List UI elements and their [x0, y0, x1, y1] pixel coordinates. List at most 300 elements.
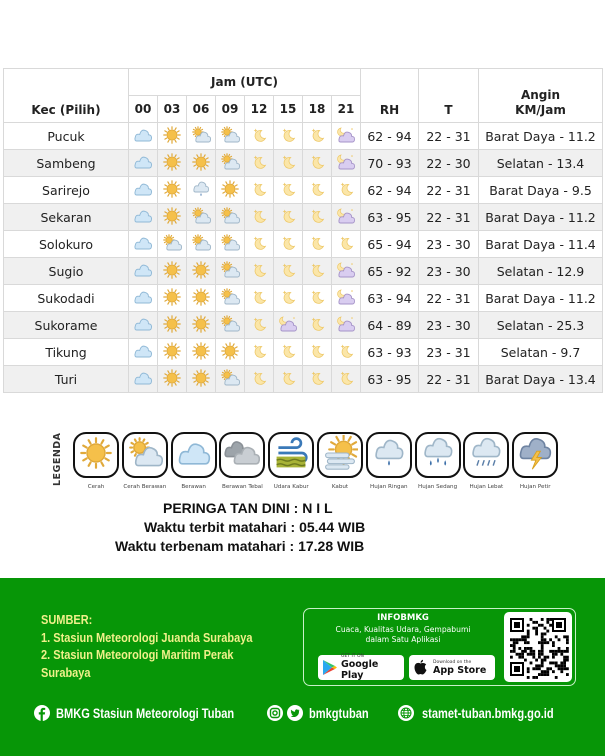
legend-item — [365, 432, 413, 490]
cerah-malam-icon — [249, 233, 269, 256]
facebook-text: BMKG Stasiun Meteorologi Tuban — [56, 705, 235, 721]
weather-cell — [158, 123, 187, 150]
weather-cell — [216, 258, 245, 285]
temp-cell: 22 - 30 — [419, 150, 479, 177]
cerah-malam-icon — [307, 287, 327, 310]
weather-cell — [274, 177, 303, 204]
rh-cell: 63 - 94 — [361, 285, 419, 312]
cerah-icon — [191, 260, 211, 283]
wind-cell: Selatan - 9.7 — [479, 339, 603, 366]
sunrise-label: Waktu terbit matahari — [144, 519, 287, 535]
weather-cell — [332, 204, 361, 231]
sumber-item-1: 1. Stasiun Meteorologi Juanda Surabaya — [41, 630, 253, 645]
cerah-malam-icon — [336, 368, 356, 391]
table-row — [4, 123, 603, 150]
hujan-ringan-icon — [371, 435, 407, 475]
rh-cell: 64 - 89 — [361, 312, 419, 339]
weather-cell — [158, 339, 187, 366]
legend-item — [170, 432, 218, 490]
sumber-item-2: 2. Stasiun Meteorologi Maritim Perak — [41, 648, 234, 662]
separator: : — [293, 500, 299, 516]
weather-cell — [187, 366, 216, 393]
gplay-small: GET IT ON — [340, 654, 364, 659]
weather-cell — [216, 123, 245, 150]
cerah-malam-icon — [307, 260, 327, 283]
cerah-malam-icon — [278, 233, 298, 256]
weather-cell — [303, 204, 332, 231]
cerah-malam-icon — [278, 287, 298, 310]
cerah-malam-icon — [278, 206, 298, 229]
weather-cell — [274, 339, 303, 366]
rh-cell: 65 - 94 — [361, 231, 419, 258]
temp-cell: 23 - 31 — [419, 339, 479, 366]
weather-cell — [187, 123, 216, 150]
header-hour: 09 — [216, 96, 245, 123]
peringatan-value: N I L — [302, 500, 333, 516]
table-row — [4, 366, 603, 393]
rh-cell: 62 - 94 — [361, 123, 419, 150]
legend-label: Berawan Tebal — [222, 484, 263, 490]
weather-cell — [303, 150, 332, 177]
weather-cell — [216, 177, 245, 204]
table-row — [4, 204, 603, 231]
weather-cell — [129, 123, 158, 150]
weather-cell — [216, 339, 245, 366]
legend-title: LEGENDA — [52, 432, 63, 487]
sunset-value: 17.28 WIB — [298, 538, 365, 554]
kecamatan-cell[interactable]: Sarirejo — [4, 177, 129, 204]
weather-cell — [158, 204, 187, 231]
cerah-malam-icon — [278, 125, 298, 148]
wind-cell: Selatan - 25.3 — [479, 312, 603, 339]
legend-icon-box — [73, 432, 119, 478]
berawan-malam-icon — [336, 206, 356, 229]
temp-cell: 22 - 31 — [419, 285, 479, 312]
legend-item — [462, 432, 510, 490]
social-link[interactable] — [267, 705, 382, 721]
separator: : — [289, 538, 295, 554]
cerah-icon — [191, 368, 211, 391]
cerah-malam-icon — [249, 260, 269, 283]
header-hour: 18 — [303, 96, 332, 123]
app-subtitle-1: Cuaca, Kualitas Udara, Gempabumi — [335, 625, 471, 634]
weather-cell — [303, 366, 332, 393]
google-play-icon — [322, 659, 338, 676]
weather-cell — [245, 231, 274, 258]
legend-label: Cerah Berawan — [123, 484, 167, 490]
rh-cell: 65 - 92 — [361, 258, 419, 285]
weather-cell — [303, 258, 332, 285]
weather-cell — [245, 177, 274, 204]
kecamatan-cell[interactable]: Sekaran — [4, 204, 129, 231]
cerah-icon — [162, 260, 182, 283]
wind-cell: Barat Daya - 11.4 — [479, 231, 603, 258]
infobmkg-promo — [303, 608, 576, 686]
weather-cell — [303, 123, 332, 150]
weather-cell — [274, 204, 303, 231]
hujan-petir-icon — [517, 435, 553, 475]
weather-cell — [187, 177, 216, 204]
cerah-berawan-icon — [220, 125, 240, 148]
rh-cell: 63 - 95 — [361, 366, 419, 393]
hujan-lebat-icon — [468, 435, 504, 475]
cerah-berawan-icon — [127, 435, 163, 475]
legend-icon-box — [122, 432, 168, 478]
header-angin — [479, 69, 603, 123]
separator: : — [290, 519, 296, 535]
cerah-icon — [220, 341, 240, 364]
cerah-malam-icon — [336, 341, 356, 364]
legend-icon-box — [219, 432, 265, 478]
legend-label: Berawan — [181, 484, 206, 490]
weather-cell — [129, 366, 158, 393]
berawan-icon — [133, 206, 153, 229]
weather-cell — [245, 339, 274, 366]
wind-cell: Selatan - 12.9 — [479, 258, 603, 285]
kecamatan-cell[interactable]: Turi — [4, 366, 129, 393]
wind-cell: Barat Daya - 11.2 — [479, 123, 603, 150]
app-title: INFOBMKG — [377, 613, 429, 623]
weather-cell — [245, 150, 274, 177]
weather-cell — [274, 285, 303, 312]
cerah-malam-icon — [278, 152, 298, 175]
legend-item — [414, 432, 462, 490]
rh-cell: 63 - 93 — [361, 339, 419, 366]
wind-cell: Barat Daya - 13.4 — [479, 366, 603, 393]
cerah-berawan-icon — [191, 206, 211, 229]
cerah-malam-icon — [278, 179, 298, 202]
weather-cell — [216, 231, 245, 258]
facebook-icon — [34, 705, 50, 721]
berawan-tebal-icon — [224, 435, 260, 475]
peringatan-label: PERINGA TAN DINI — [163, 500, 290, 516]
legend-item — [121, 432, 169, 490]
cerah-malam-icon — [249, 287, 269, 310]
weather-cell — [303, 312, 332, 339]
legend-icon-box — [171, 432, 217, 478]
berawan-malam-icon — [278, 314, 298, 337]
legend-icon-box — [463, 432, 509, 478]
twitter-icon — [287, 705, 303, 721]
kecamatan-cell[interactable]: Pucuk — [4, 123, 129, 150]
app-subtitle — [304, 625, 502, 644]
berawan-icon — [133, 341, 153, 364]
google-play-button[interactable] — [318, 655, 404, 680]
kecamatan-cell[interactable]: Sugio — [4, 258, 129, 285]
weather-cell — [187, 204, 216, 231]
kecamatan-cell[interactable]: Sukodadi — [4, 285, 129, 312]
temp-cell: 23 - 30 — [419, 258, 479, 285]
cerah-malam-icon — [307, 314, 327, 337]
cerah-berawan-icon — [220, 233, 240, 256]
appstore-big: App Store — [433, 664, 487, 676]
legend-item — [316, 432, 364, 490]
berawan-icon — [133, 314, 153, 337]
table-row — [4, 150, 603, 177]
cerah-berawan-icon — [162, 233, 182, 256]
facebook-link[interactable] — [34, 705, 273, 721]
legend-label: Hujan Petir — [519, 484, 551, 490]
weather-cell — [332, 177, 361, 204]
legend-item — [511, 432, 559, 490]
cerah-malam-icon — [249, 125, 269, 148]
sunrise — [144, 518, 365, 538]
weather-cell — [245, 123, 274, 150]
header-hour: 06 — [187, 96, 216, 123]
cerah-malam-icon — [249, 368, 269, 391]
weather-cell — [245, 366, 274, 393]
weather-cell — [129, 150, 158, 177]
social-handle: bmkgtuban — [309, 705, 369, 721]
website-text: stamet-tuban.bmkg.go.id — [422, 705, 554, 721]
cerah-malam-icon — [249, 179, 269, 202]
cerah-malam-icon — [307, 233, 327, 256]
kecamatan-cell[interactable]: Tikung — [4, 339, 129, 366]
header-t: T — [419, 69, 479, 123]
kecamatan-cell[interactable]: Sukorame — [4, 312, 129, 339]
weather-cell — [216, 366, 245, 393]
weather-cell — [245, 258, 274, 285]
cerah-icon — [162, 125, 182, 148]
berawan-malam-icon — [336, 152, 356, 175]
website-link[interactable] — [398, 705, 583, 721]
weather-cell — [303, 339, 332, 366]
weather-cell — [216, 150, 245, 177]
header-angin-unit: KM/Jam — [515, 103, 566, 117]
cerah-icon — [162, 314, 182, 337]
table-row — [4, 231, 603, 258]
weather-cell — [245, 285, 274, 312]
cerah-icon — [162, 341, 182, 364]
weather-cell — [129, 177, 158, 204]
weather-cell — [129, 285, 158, 312]
cerah-berawan-icon — [220, 206, 240, 229]
weather-cell — [187, 258, 216, 285]
weather-cell — [129, 312, 158, 339]
cerah-malam-icon — [249, 152, 269, 175]
cerah-berawan-icon — [220, 314, 240, 337]
appstore-small: Download on the — [433, 659, 472, 665]
legend-item — [218, 432, 266, 490]
weather-cell — [303, 231, 332, 258]
legend — [52, 432, 562, 492]
table-row — [4, 177, 603, 204]
cerah-icon — [191, 287, 211, 310]
legend-label: Cerah — [87, 484, 105, 490]
cerah-icon — [162, 368, 182, 391]
weather-cell — [274, 312, 303, 339]
cerah-malam-icon — [249, 314, 269, 337]
berawan-malam-icon — [336, 314, 356, 337]
header-jam: Jam (UTC) — [129, 69, 361, 96]
weather-cell — [158, 312, 187, 339]
qr-code[interactable] — [504, 612, 572, 682]
kabut-icon — [322, 435, 358, 475]
weather-cell — [187, 339, 216, 366]
instagram-icon — [267, 705, 283, 721]
sunset-label: Waktu terbenam matahari — [115, 538, 286, 554]
weather-cell — [158, 258, 187, 285]
header-hour: 15 — [274, 96, 303, 123]
berawan-icon — [176, 435, 212, 475]
cerah-icon — [191, 314, 211, 337]
legend-icon-box — [415, 432, 461, 478]
weather-cell — [158, 366, 187, 393]
legend-item — [72, 432, 120, 490]
wind-cell: Barat Daya - 11.2 — [479, 204, 603, 231]
cerah-icon — [162, 206, 182, 229]
hujan-sedang-icon — [420, 435, 456, 475]
gplay-big: Google Play — [340, 659, 379, 681]
cerah-malam-icon — [307, 206, 327, 229]
sunset — [115, 537, 364, 557]
table-row — [4, 339, 603, 366]
cerah-icon — [191, 341, 211, 364]
cerah-icon — [162, 179, 182, 202]
cerah-icon — [78, 435, 114, 475]
temp-cell: 23 - 30 — [419, 312, 479, 339]
weather-cell — [158, 231, 187, 258]
temp-cell: 22 - 31 — [419, 204, 479, 231]
weather-cell — [332, 285, 361, 312]
kecamatan-cell[interactable]: Sambeng — [4, 150, 129, 177]
wind-cell: Barat Daya - 9.5 — [479, 177, 603, 204]
temp-cell: 22 - 31 — [419, 366, 479, 393]
globe-icon — [398, 705, 414, 721]
wind-cell: Barat Daya - 11.2 — [479, 285, 603, 312]
cerah-berawan-icon — [191, 125, 211, 148]
header-hour: 00 — [129, 96, 158, 123]
weather-cell — [332, 231, 361, 258]
cerah-berawan-icon — [220, 287, 240, 310]
cerah-icon — [162, 287, 182, 310]
weather-cell — [216, 204, 245, 231]
footer-panel — [0, 578, 605, 756]
rh-cell: 62 - 94 — [361, 177, 419, 204]
app-subtitle-2: dalam Satu Aplikasi — [365, 634, 441, 644]
app-store-button[interactable] — [409, 655, 495, 680]
weather-cell — [158, 285, 187, 312]
rh-cell: 63 - 95 — [361, 204, 419, 231]
berawan-icon — [133, 368, 153, 391]
weather-cell — [158, 150, 187, 177]
weather-cell — [129, 339, 158, 366]
weather-cell — [187, 150, 216, 177]
sumber-block — [41, 612, 253, 682]
cerah-berawan-icon — [220, 260, 240, 283]
cerah-malam-icon — [278, 368, 298, 391]
weather-cell — [332, 366, 361, 393]
weather-cell — [245, 312, 274, 339]
header-rh: RH — [361, 69, 419, 123]
cerah-icon — [191, 152, 211, 175]
sumber-title: SUMBER: — [41, 613, 93, 627]
weather-cell — [332, 150, 361, 177]
temp-cell: 23 - 30 — [419, 231, 479, 258]
header-hour: 12 — [245, 96, 274, 123]
cerah-berawan-icon — [191, 233, 211, 256]
legend-icon-box — [366, 432, 412, 478]
legend-item — [267, 432, 315, 490]
header-hour: 03 — [158, 96, 187, 123]
sumber-item-2-cont: Surabaya — [41, 665, 91, 680]
berawan-icon — [133, 260, 153, 283]
wind-cell: Selatan - 13.4 — [479, 150, 603, 177]
weather-cell — [274, 123, 303, 150]
berawan-malam-icon — [336, 260, 356, 283]
weather-cell — [216, 312, 245, 339]
cerah-malam-icon — [249, 341, 269, 364]
berawan-malam-icon — [336, 287, 356, 310]
table-row — [4, 285, 603, 312]
cerah-berawan-icon — [220, 152, 240, 175]
weather-cell — [187, 312, 216, 339]
header-kec[interactable]: Kec (Pilih) — [4, 69, 129, 123]
kecamatan-cell[interactable]: Solokuro — [4, 231, 129, 258]
weather-cell — [303, 285, 332, 312]
berawan-icon — [133, 287, 153, 310]
legend-icon-box — [317, 432, 363, 478]
temp-cell: 22 - 31 — [419, 123, 479, 150]
hujan-ringan-icon — [191, 179, 211, 202]
cerah-icon — [220, 179, 240, 202]
cerah-berawan-icon — [220, 368, 240, 391]
header-angin-label: Angin — [520, 88, 561, 102]
berawan-icon — [133, 179, 153, 202]
berawan-icon — [133, 125, 153, 148]
weather-cell — [129, 258, 158, 285]
weather-cell — [303, 177, 332, 204]
legend-icon-box — [268, 432, 314, 478]
weather-cell — [332, 123, 361, 150]
weather-cell — [332, 258, 361, 285]
weather-cell — [245, 204, 274, 231]
berawan-malam-icon — [336, 125, 356, 148]
cerah-malam-icon — [307, 152, 327, 175]
cerah-malam-icon — [307, 125, 327, 148]
udara-kabur-icon — [273, 435, 309, 475]
cerah-malam-icon — [336, 179, 356, 202]
cerah-malam-icon — [336, 233, 356, 256]
weather-cell — [129, 204, 158, 231]
weather-cell — [274, 150, 303, 177]
cerah-malam-icon — [307, 179, 327, 202]
rh-cell: 70 - 93 — [361, 150, 419, 177]
weather-cell — [129, 231, 158, 258]
legend-label: Udara Kabur — [273, 484, 309, 490]
cerah-malam-icon — [278, 260, 298, 283]
apple-icon — [413, 659, 428, 676]
table-row — [4, 312, 603, 339]
weather-cell — [332, 339, 361, 366]
legend-label: Hujan Ringan — [370, 484, 408, 490]
weather-cell — [187, 231, 216, 258]
header-hour: 21 — [332, 96, 361, 123]
cerah-icon — [162, 152, 182, 175]
cerah-malam-icon — [249, 206, 269, 229]
berawan-icon — [133, 233, 153, 256]
temp-cell: 22 - 31 — [419, 177, 479, 204]
qr-pattern — [504, 612, 572, 682]
legend-label: Kabut — [331, 484, 349, 490]
weather-cell — [332, 312, 361, 339]
weather-cell — [274, 366, 303, 393]
weather-cell — [274, 258, 303, 285]
forecast-table — [3, 68, 603, 393]
cerah-malam-icon — [307, 341, 327, 364]
legend-label: Hujan Lebat — [469, 484, 504, 490]
legend-label: Hujan Sedang — [418, 484, 458, 490]
